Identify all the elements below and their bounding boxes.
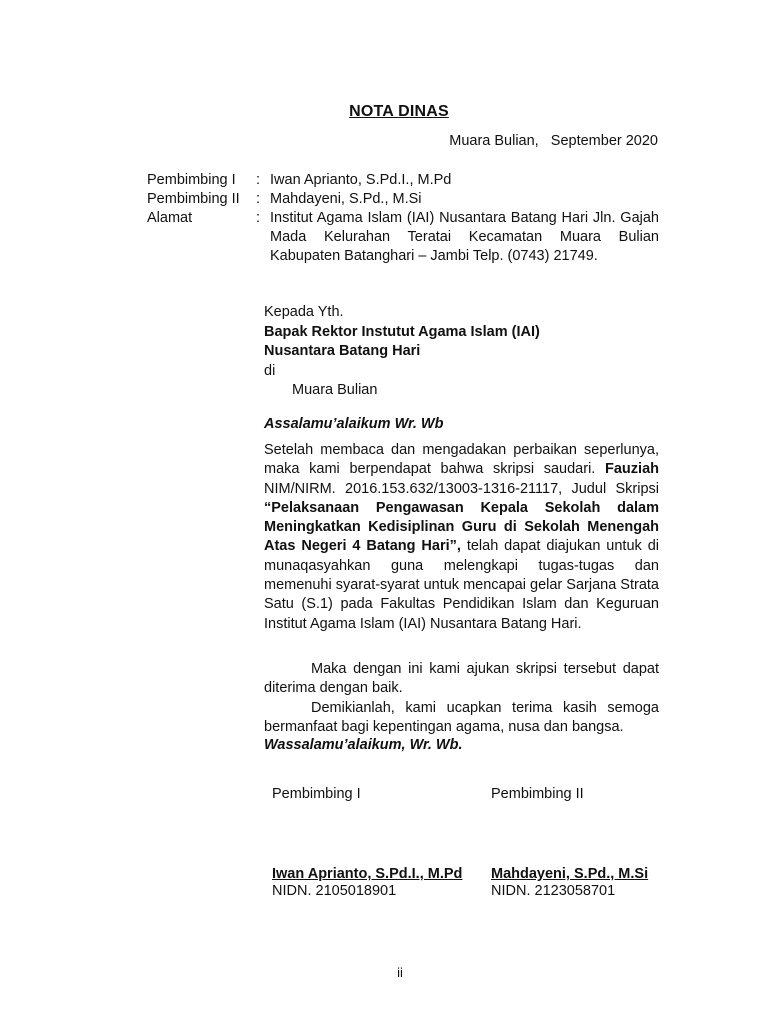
signature-nidn: NIDN. 2123058701 <box>491 883 616 899</box>
signature-nidn: NIDN. 2105018901 <box>272 883 397 899</box>
info-value: Mahdayeni, S.Pd., M.Si <box>270 191 422 207</box>
recipient-city: Muara Bulian <box>292 382 378 398</box>
info-row-pembimbing2 <box>147 190 659 209</box>
para3 <box>264 699 659 738</box>
recipient-di: di <box>264 362 276 379</box>
info-label: Pembimbing I <box>147 172 236 188</box>
recipient-line1: Bapak Rektor Instutut Agama Islam (IAI) <box>264 323 540 340</box>
info-value: Institut Agama Islam (IAI) Nusantara Batang Hari Jln. Gajah Mada Kelurahan Teratai Kecamatan Muara Bulian Kabupaten Batanghari – Jambi Telp. (0743) 21749. <box>270 210 659 264</box>
signature-block-2 <box>491 786 691 899</box>
recipient-kepada: Kepada Yth. <box>264 304 344 320</box>
para3-text: Demikianlah, kami ucapkan terima kasih semoga bermanfaat bagi kepentingan agama, nusa dan bangsa. <box>264 699 659 735</box>
student-name: Fauziah <box>605 461 659 478</box>
info-value: Iwan Aprianto, S.Pd.I., M.Pd <box>270 172 452 188</box>
info-colon: : <box>256 210 261 226</box>
thesis-title: “Pelaksanaan Pengawasan Kepala Sekolah dalam Meningkatkan Kedisiplinan Guru di Sekolah Menengah Atas Negeri 4 Batang Hari”, <box>264 499 659 555</box>
salam-closing: Wassalamu’alaikum, Wr. Wb. <box>264 737 463 753</box>
info-row-alamat <box>147 209 659 266</box>
place-date: Muara Bulian, September 2020 <box>449 133 658 149</box>
body-paragraph-1 <box>264 441 659 634</box>
para2-text: Maka dengan ini kami ajukan skripsi tersebut dapat diterima dengan baik. <box>264 661 659 697</box>
para1-part1: Setelah membaca dan mengadakan perbaikan seperlunya, maka kami berpendapat bahwa skripsi saudari. <box>264 442 659 478</box>
recipient-block <box>264 303 659 401</box>
info-colon: : <box>256 172 261 188</box>
page-number: ii <box>397 965 403 980</box>
info-label: Pembimbing II <box>147 191 240 207</box>
body-paragraph-2 <box>264 660 659 737</box>
signature-role: Pembimbing I <box>272 786 361 802</box>
info-row-pembimbing1 <box>147 171 659 190</box>
para1-part3: telah dapat diajukan untuk di munaqasyahkan guna melengkapi tugas-tugas dan memenuhi syarat-syarat untuk mencapai gelar Sarjana Strata Satu (S.1) pada Fakultas Pendidikan Islam dan Keguruan Institut Agama Islam (IAI) Nusantara Batang Hari. <box>264 538 659 632</box>
recipient-line2: Nusantara Batang Hari <box>264 343 421 359</box>
signature-name: Iwan Aprianto, S.Pd.I., M.Pd <box>272 866 463 882</box>
salam-opening: Assalamu’alaikum Wr. Wb <box>264 416 444 432</box>
info-colon: : <box>256 191 261 207</box>
para1-part2: NIM/NIRM. 2016.153.632/13003-1316-21117, Judul Skripsi <box>264 480 659 497</box>
signature-role: Pembimbing II <box>491 786 584 802</box>
signature-name: Mahdayeni, S.Pd., M.Si <box>491 866 649 882</box>
para2 <box>264 660 659 699</box>
header-info <box>147 171 659 266</box>
document-title: NOTA DINAS <box>349 103 449 120</box>
signature-block-1 <box>272 786 472 899</box>
info-label: Alamat <box>147 210 193 226</box>
